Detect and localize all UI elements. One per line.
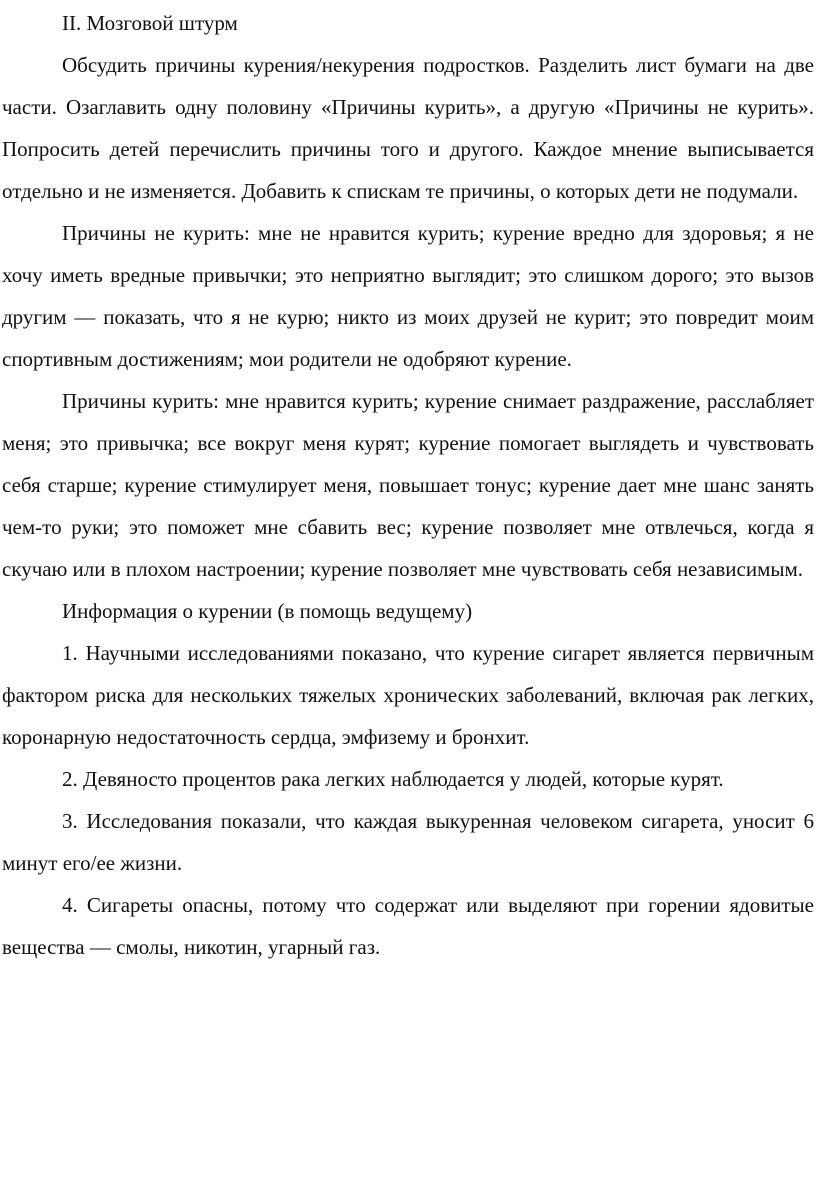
reasons-to-smoke-paragraph: Причины курить: мне нравится курить; курение снимает раздражение, расслабляет меня; это привычка; все вокруг меня курят; курение помогает выглядеть и чувствовать себя старше; курение стимулирует меня, повышает тонус; курение дает мне шанс занять чем-то руки; это поможет мне сбавить вес; курение позволяет мне отвлечься, когда я скучаю или в плохом настроении; курение позволяет мне чувствовать себя независимым. bbox=[2, 389, 814, 581]
intro-paragraph: Обсудить причины курения/некурения подростков. Разделить лист бумаги на две части. Озаглавить одну половину «Причины курить», а другую «Причины не курить». Попросить детей перечислить причины того и другого. Каждое мнение выписывается отдельно и не изменяется. Добавить к спискам те причины, о которых дети не подумали. bbox=[2, 53, 814, 203]
fact-item-4: 4. Сигареты опасны, потому что содержат или выделяют при горении ядовитые вещества — смолы, никотин, угарный газ. bbox=[2, 893, 814, 959]
info-subheading: Информация о курении (в помощь ведущему) bbox=[62, 599, 473, 623]
fact-item-3: 3. Исследования показали, что каждая выкуренная человеком сигарета, уносит 6 минут его/ее жизни. bbox=[2, 809, 814, 875]
fact-item-2: 2. Девяносто процентов рака легких наблюдается у людей, которые курят. bbox=[62, 767, 724, 791]
section-heading: II. Мозговой штурм bbox=[62, 11, 238, 35]
reasons-not-to-smoke-paragraph: Причины не курить: мне не нравится курить; курение вредно для здоровья; я не хочу иметь вредные привычки; это неприятно выглядит; это слишком дорого; это вызов другим — показать, что я не курю; никто из моих друзей не курит; это повредит моим спортивным достижениям; мои родители не одобряют курение. bbox=[2, 221, 814, 371]
fact-item-1: 1. Научными исследованиями показано, что курение сигарет является первичным фактором риска для нескольких тяжелых хронических заболеваний, включая рак легких, коронарную недостаточность сердца, эмфизему и бронхит. bbox=[2, 641, 814, 749]
